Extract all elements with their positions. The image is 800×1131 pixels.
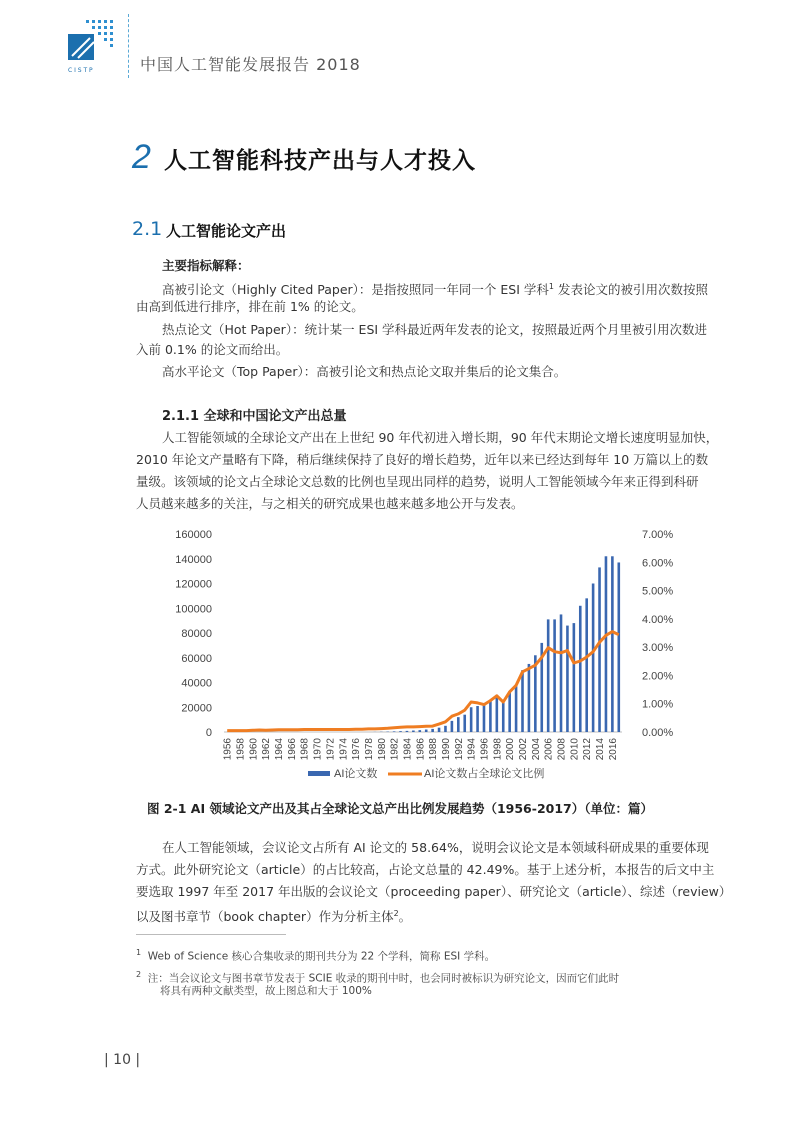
para2-line4 — [136, 904, 411, 927]
def-highly-cited-a: 高被引论文（Highly Cited Paper）：是指按照同一年同一个 ESI 学科 — [162, 282, 549, 298]
y-left-tick-label: 80000 — [181, 628, 212, 640]
x-tick-label: 1974 — [338, 738, 350, 761]
y-right-tick-label: 5.00% — [642, 585, 674, 598]
x-tick-label: 1960 — [248, 738, 260, 761]
bar — [560, 614, 563, 732]
bar — [470, 707, 473, 732]
x-tick-label: 1994 — [466, 738, 478, 761]
bar — [579, 606, 582, 732]
y-right-tick-label: 7.00% — [642, 529, 674, 541]
section-title: 人工智能论文产出 — [166, 222, 287, 240]
x-tick-label: 1992 — [453, 738, 465, 761]
footnote-2-cont: 将具有两种文献类型，故上图总和大于 100% — [160, 985, 372, 997]
y-left-tick-label: 140000 — [175, 553, 212, 566]
footnote-divider — [136, 934, 286, 935]
bar — [476, 706, 479, 732]
x-tick-label: 1982 — [389, 738, 401, 761]
y-right-tick-label: 3.00% — [642, 642, 674, 655]
bar — [444, 726, 447, 732]
legend-bar-label: AI论文数 — [334, 768, 378, 780]
bar — [553, 619, 556, 732]
bar — [412, 731, 415, 732]
x-tick-label: 2010 — [569, 738, 581, 761]
svg-text:C I S T P: C I S T P — [68, 67, 93, 74]
y-right-tick-label: 6.00% — [642, 557, 674, 570]
bar — [585, 598, 588, 732]
bar — [451, 721, 454, 732]
x-tick-label: 1998 — [492, 738, 504, 761]
x-tick-label: 1966 — [286, 738, 298, 761]
x-tick-label: 1958 — [235, 738, 247, 761]
x-tick-label: 1964 — [274, 738, 286, 761]
x-tick-label: 2008 — [556, 738, 568, 761]
y-right-tick-label: 1.00% — [642, 698, 674, 711]
y-left-tick-label: 0 — [205, 727, 212, 739]
x-tick-label: 1986 — [415, 738, 427, 761]
y-left-tick-label: 100000 — [175, 603, 212, 616]
x-tick-label: 1990 — [441, 738, 452, 761]
footnote-ref-2: 2 — [393, 909, 399, 918]
para2-last: 以及图书章节（book chapter）作为分析主体 — [136, 909, 394, 925]
x-tick-label: 1984 — [402, 738, 414, 761]
bar — [399, 731, 402, 732]
bar — [502, 701, 505, 732]
bar — [547, 619, 550, 732]
x-tick-label: 1976 — [351, 738, 363, 761]
x-tick-label: 1996 — [479, 738, 491, 761]
bar — [438, 728, 441, 732]
x-tick-label: 2014 — [595, 738, 606, 761]
para1-line1: 人工智能领域的全球论文产出在上世纪 90 年代初进入增长期，90 年代末期论文增长速度明显加快， — [162, 430, 719, 445]
bar — [425, 730, 428, 732]
x-tick-label: 2012 — [582, 738, 594, 761]
para2-line3: 要选取 1997 年至 2017 年出版的会议论文（proceeding paper）、研究论文（article）、综述（review） — [136, 884, 732, 899]
ai-papers-chart — [160, 518, 690, 788]
footnote-2-mark: 2 — [136, 970, 142, 979]
def-top-paper: 高水平论文（Top Paper）：高被引论文和热点论文取并集后的论文集合。 — [162, 364, 567, 379]
x-tick-label: 1978 — [363, 738, 375, 761]
bar — [463, 715, 466, 732]
bar — [515, 686, 518, 732]
cistp-logo — [68, 20, 116, 75]
x-tick-label: 1968 — [299, 738, 311, 761]
legend-line-label: AI论文数占全球论文比例 — [424, 768, 545, 780]
para2-line2: 方式。此外研究论文（article）的占比较高，占论文总量的 42.49%。基于上述分析，本报告的后文中主 — [136, 862, 715, 877]
chapter-number: 2 — [132, 138, 151, 176]
bar — [611, 556, 614, 732]
para1-line3: 量级。该领域的论文占全球论文总数的比例也呈现出同样的趋势，说明人工智能领域今年来正得到科研 — [136, 474, 699, 489]
y-right-tick-label: 0.00% — [642, 727, 674, 739]
subsection-title: 2.1.1 全球和中国论文产出总量 — [162, 409, 347, 424]
def-hot-line2: 入前 0.1% 的论文而给出。 — [136, 342, 289, 357]
footnote-2-text-a: 注：当会议论文与图书章节发表于 SCIE 收录的期刊中时，也会同时被标识为研究论文，因而它们此时 — [147, 972, 620, 985]
section-number: 2.1 — [132, 218, 163, 240]
x-tick-label: 2016 — [607, 738, 619, 761]
y-left-tick-label: 60000 — [181, 652, 212, 665]
bar — [605, 556, 608, 732]
bar — [457, 717, 460, 732]
bar — [508, 691, 511, 732]
footnote-ref-1: 1 — [548, 282, 554, 291]
bar — [418, 730, 421, 732]
para1-line2: 2010 年论文产量略有下降，稍后继续保持了良好的增长趋势，近年以来已经达到每年 10 万篇以上的数 — [136, 452, 709, 467]
running-header: 中国人工智能发展报告 2018 — [140, 55, 361, 74]
x-tick-label: 1972 — [325, 738, 337, 761]
y-left-tick-label: 120000 — [175, 578, 212, 591]
footnote-1-text: Web of Science 核心合集收录的期刊共分为 22 个学科，简称 ESI 学科。 — [147, 950, 496, 963]
y-right-tick-label: 4.00% — [642, 613, 674, 626]
footnote-1-mark: 1 — [136, 948, 142, 957]
y-left-tick-label: 40000 — [181, 677, 212, 690]
def-highly-cited-b: 发表论文的被引用次数按照 — [557, 282, 708, 298]
bar — [483, 705, 486, 732]
x-tick-label: 2004 — [530, 738, 542, 761]
bar — [489, 700, 492, 732]
x-tick-label: 1980 — [376, 738, 388, 761]
footnote-1 — [136, 944, 495, 966]
figure-caption: 图 2-1 AI 领域论文产出及其占全球论文总产出比例发展趋势（1956-2017）（单位：篇） — [147, 801, 653, 816]
bar — [573, 623, 576, 732]
x-tick-label: 1956 — [222, 738, 234, 761]
bar — [592, 584, 595, 733]
bar — [431, 729, 434, 732]
x-tick-label: 2006 — [543, 738, 555, 761]
x-tick-label: 1970 — [312, 738, 324, 761]
y-left-tick-label: 20000 — [181, 702, 212, 715]
y-left-tick-label: 160000 — [175, 529, 212, 541]
bar — [521, 670, 524, 732]
para2-end: 。 — [398, 909, 412, 925]
def-hot-line1: 热点论文（Hot Paper）：统计某一 ESI 学科最近两年发表的论文，按照最近两个月里被引用次数进 — [162, 322, 708, 337]
bar — [406, 731, 409, 732]
bar — [598, 567, 601, 732]
x-tick-label: 2000 — [505, 738, 517, 761]
para2-line1: 在人工智能领域，会议论文占所有 AI 论文的 58.64%，说明会议论文是本领域科研成果的重要体现 — [162, 840, 709, 855]
x-tick-label: 2002 — [518, 738, 529, 761]
header-divider — [128, 14, 129, 78]
bar — [393, 731, 396, 732]
x-tick-label: 1962 — [261, 738, 273, 761]
x-tick-label: 1988 — [428, 738, 440, 761]
chapter-title: 人工智能科技产出与人才投入 — [164, 148, 476, 174]
bar — [566, 626, 569, 732]
page-number: | 10 | — [104, 1052, 141, 1068]
y-right-tick-label: 2.00% — [642, 670, 674, 683]
para1-line4: 人员越来越多的关注，与之相关的研究成果也越来越多地公开与发表。 — [136, 496, 524, 511]
def-highly-cited-line2: 由高到低进行排序，排在前 1% 的论文。 — [136, 299, 364, 314]
bar — [496, 695, 499, 732]
legend-bar-swatch — [308, 771, 330, 776]
definitions-heading: 主要指标解释： — [162, 258, 250, 273]
bar — [528, 664, 531, 732]
bar — [617, 562, 620, 732]
